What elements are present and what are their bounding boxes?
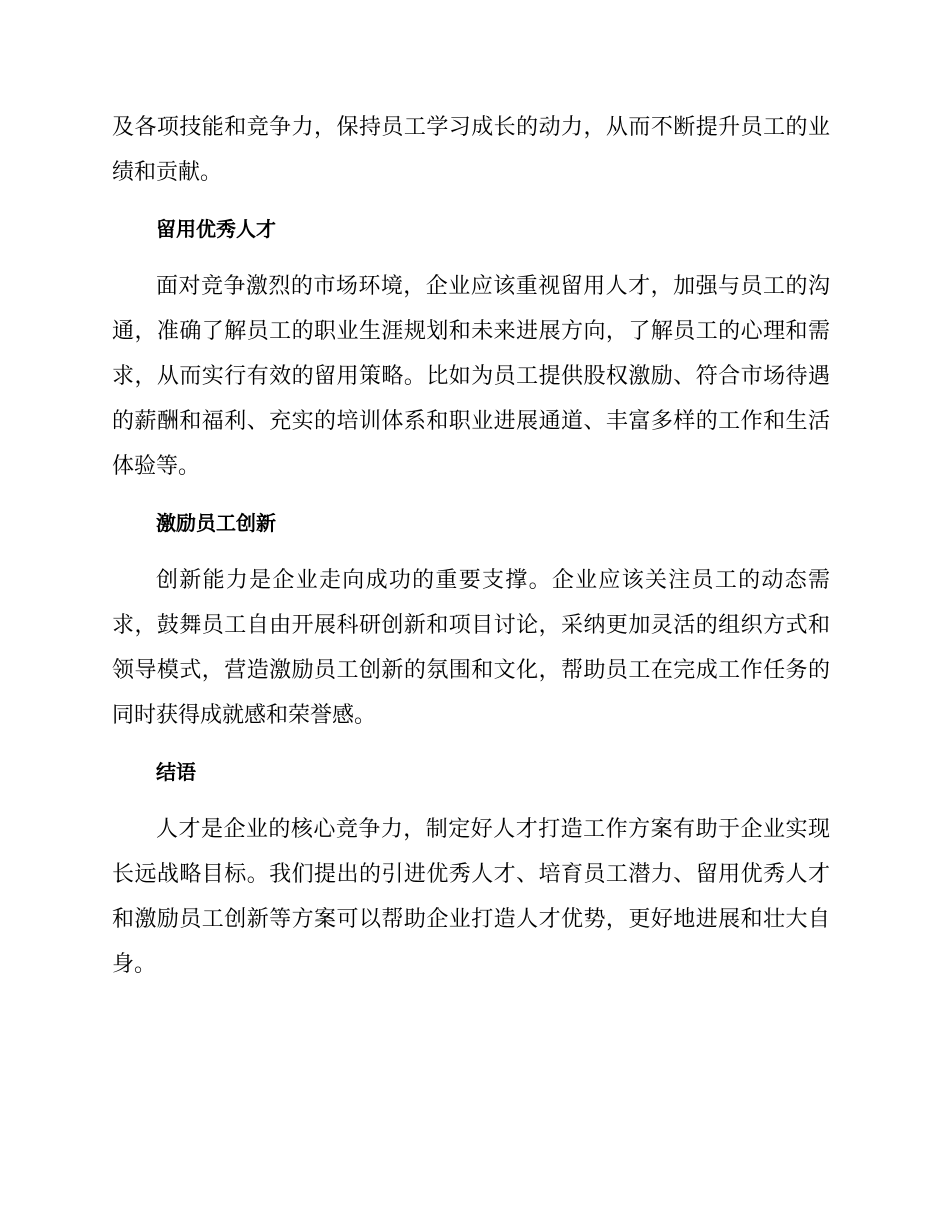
paragraph-encourage-innovation: 创新能力是企业走向成功的重要支撑。企业应该关注员工的动态需求，鼓舞员工自由开展科研创新和项目讨论，采纳更加灵活的组织方式和领导模式，营造激励员工创新的氛围和文化，帮助员工在完成工作任务的同时获得成就感和荣誉感。 bbox=[112, 568, 830, 728]
paragraph-continued-skills: 及各项技能和竞争力，保持员工学习成长的动力，从而不断提升员工的业绩和贡献。 bbox=[112, 115, 830, 185]
heading-retain-talent: 留用优秀人才 bbox=[156, 217, 276, 241]
heading-encourage-innovation: 激励员工创新 bbox=[156, 511, 276, 535]
heading-conclusion: 结语 bbox=[156, 760, 196, 784]
paragraph-conclusion: 人才是企业的核心竞争力，制定好人才打造工作方案有助于企业实现长远战略目标。我们提出的引进优秀人才、培育员工潜力、留用优秀人才和激励员工创新等方案可以帮助企业打造人才优势，更好地进展和壮大自身。 bbox=[112, 817, 830, 977]
paragraph-retain-talent: 面对竞争激烈的市场环境，企业应该重视留用人才，加强与员工的沟通，准确了解员工的职业生涯规划和未来进展方向，了解员工的心理和需求，从而实行有效的留用策略。比如为员工提供股权激励、符合市场待遇的薪酬和福利、充实的培训体系和职业进展通道、丰富多样的工作和生活体验等。 bbox=[112, 274, 830, 479]
document-body bbox=[112, 105, 830, 999]
